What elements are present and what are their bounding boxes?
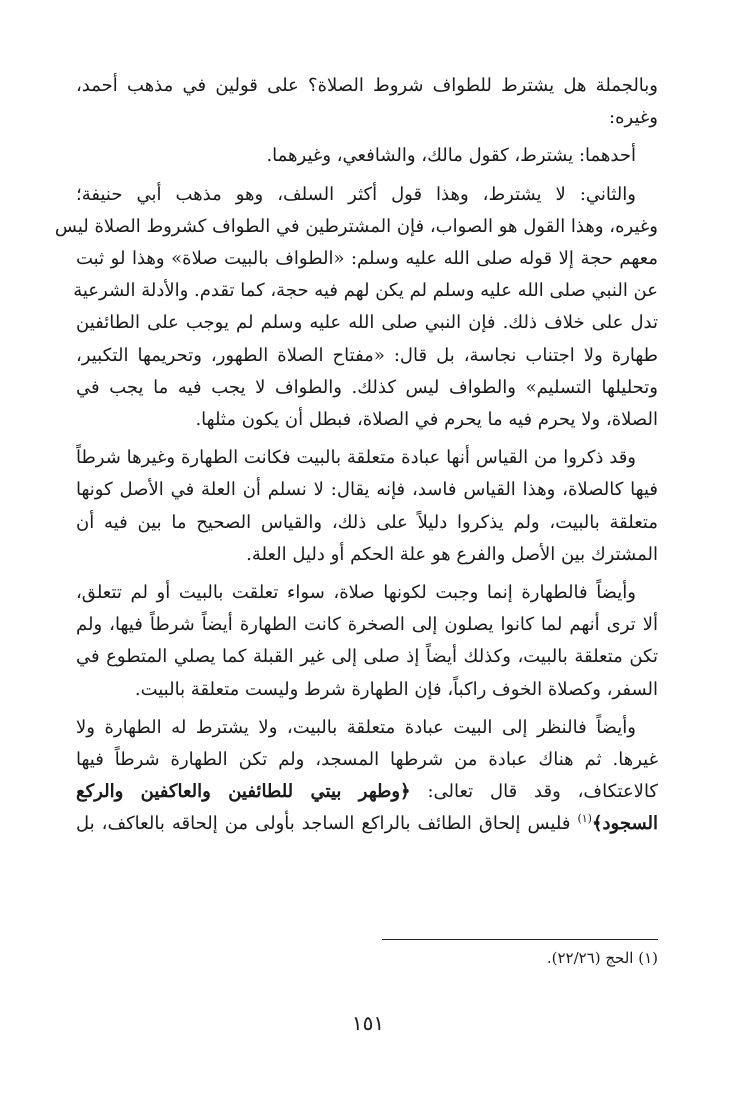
text-line: الصلاة، ولا يحرم فيه ما يحرم في الصلاة، فبطل أن يكون مثلها. [195,409,658,431]
text-line: ألا ترى أنهم لما كانوا يصلون إلى الصخرة كانت الطهارة أيضاً شرطاً فيها، ولم [76,614,658,636]
page-body [54,70,658,841]
text-line: وبالجملة هل يشترط للطواف شروط الصلاة؟ على قولين في مذهب أحمد، [76,75,658,96]
text-line: وغيره: [609,107,658,129]
text-line: فيها كالصلاة، وهذا القياس فاسد، فإنه يقال: لا نسلم أن العلة في الأصل كونها [76,479,658,501]
text-line: وغيره، وهذا القول هو الصواب، فإن المشترطين في الطواف كشروط الصلاة ليس [54,215,658,237]
text-line: وأيضاً فالنظر إلى البيت عبادة متعلقة بالبيت، ولا يشترط له الطهارة ولا [76,716,636,738]
footnote-marker: (١) [577,812,592,826]
paragraph-2 [76,140,658,172]
paragraph-4 [76,442,658,571]
paragraph-6 [76,712,658,841]
text-line: عن النبي صلى الله عليه وسلم لم يكن لهم فيه حجة، كما تقدم. والأدلة الشرعية [73,280,658,302]
paragraph-5 [76,577,658,706]
footnote: (١) الحج (٢٢/٢٦). [546,949,658,967]
quran-verse: ﴿وطهر بيتي للطائفين والعاكفين والركع [76,781,411,803]
text-line: غيرها. ثم هناك عبادة من شرطها المسجد، ولم تكن الطهارة شرطاً فيها [76,749,658,771]
text-run: كالاعتكاف، وقد قال تعالى: [410,781,658,803]
text-line: تكن متعلقة بالبيت، وكذلك أيضاً إذ صلى إلى غير القبلة كما يصلي المتطوع في [76,646,658,668]
text-line: طهارة ولا اجتناب نجاسة، بل قال: «مفتاح الصلاة الطهور، وتحريمها التكبير، [76,344,658,366]
text-line: والثاني: لا يشترط، وهذا قول أكثر السلف، وهو مذهب أبي حنيفة؛ [76,183,636,205]
quran-verse: السجود﴾ [591,813,658,835]
text-line: وقد ذكروا من القياس أنها عبادة متعلقة بالبيت فكانت الطهارة وغيرها شرطاً [76,447,636,469]
text-line [76,808,658,840]
paragraph-3 [54,179,658,437]
text-line: متعلقة بالبيت، ولم يذكروا دليلاً على ذلك، والقياس الصحيح ما بين فيه أن [76,511,658,533]
text-line: السفر، وكصلاة الخوف راكباً، فإن الطهارة شرط وليست متعلقة بالبيت. [134,678,658,700]
page-number: ١٥١ [351,1011,385,1035]
text-line [76,776,658,808]
paragraph-1 [76,70,658,134]
text-line: وتحليلها التسليم» والطواف ليس كذلك. والطواف لا يجب فيه ما يجب في [76,376,658,398]
text-line: معهم حجة إلا قوله صلى الله عليه وسلم: «الطواف بالبيت صلاة» وهذا لو ثبت [76,248,658,270]
text-line: أحدهما: يشترط، كقول مالك، والشافعي، وغيرهما. [266,145,636,167]
text-line: وأيضاً فالطهارة إنما وجبت لكونها صلاة، سواء تعلقت بالبيت أو لم تتعلق، [76,582,636,604]
text-line: تدل على خلاف ذلك. فإن النبي صلى الله عليه وسلم لم يوجب على الطائفين [76,312,658,334]
text-run: فليس إلحاق الطائف بالراكع الساجد بأولى من إلحاقه بالعاكف، بل [76,813,578,835]
text-line: المشترك بين الأصل والفرع هو علة الحكم أو دليل العلة. [246,543,658,565]
footnote-divider [382,939,658,940]
